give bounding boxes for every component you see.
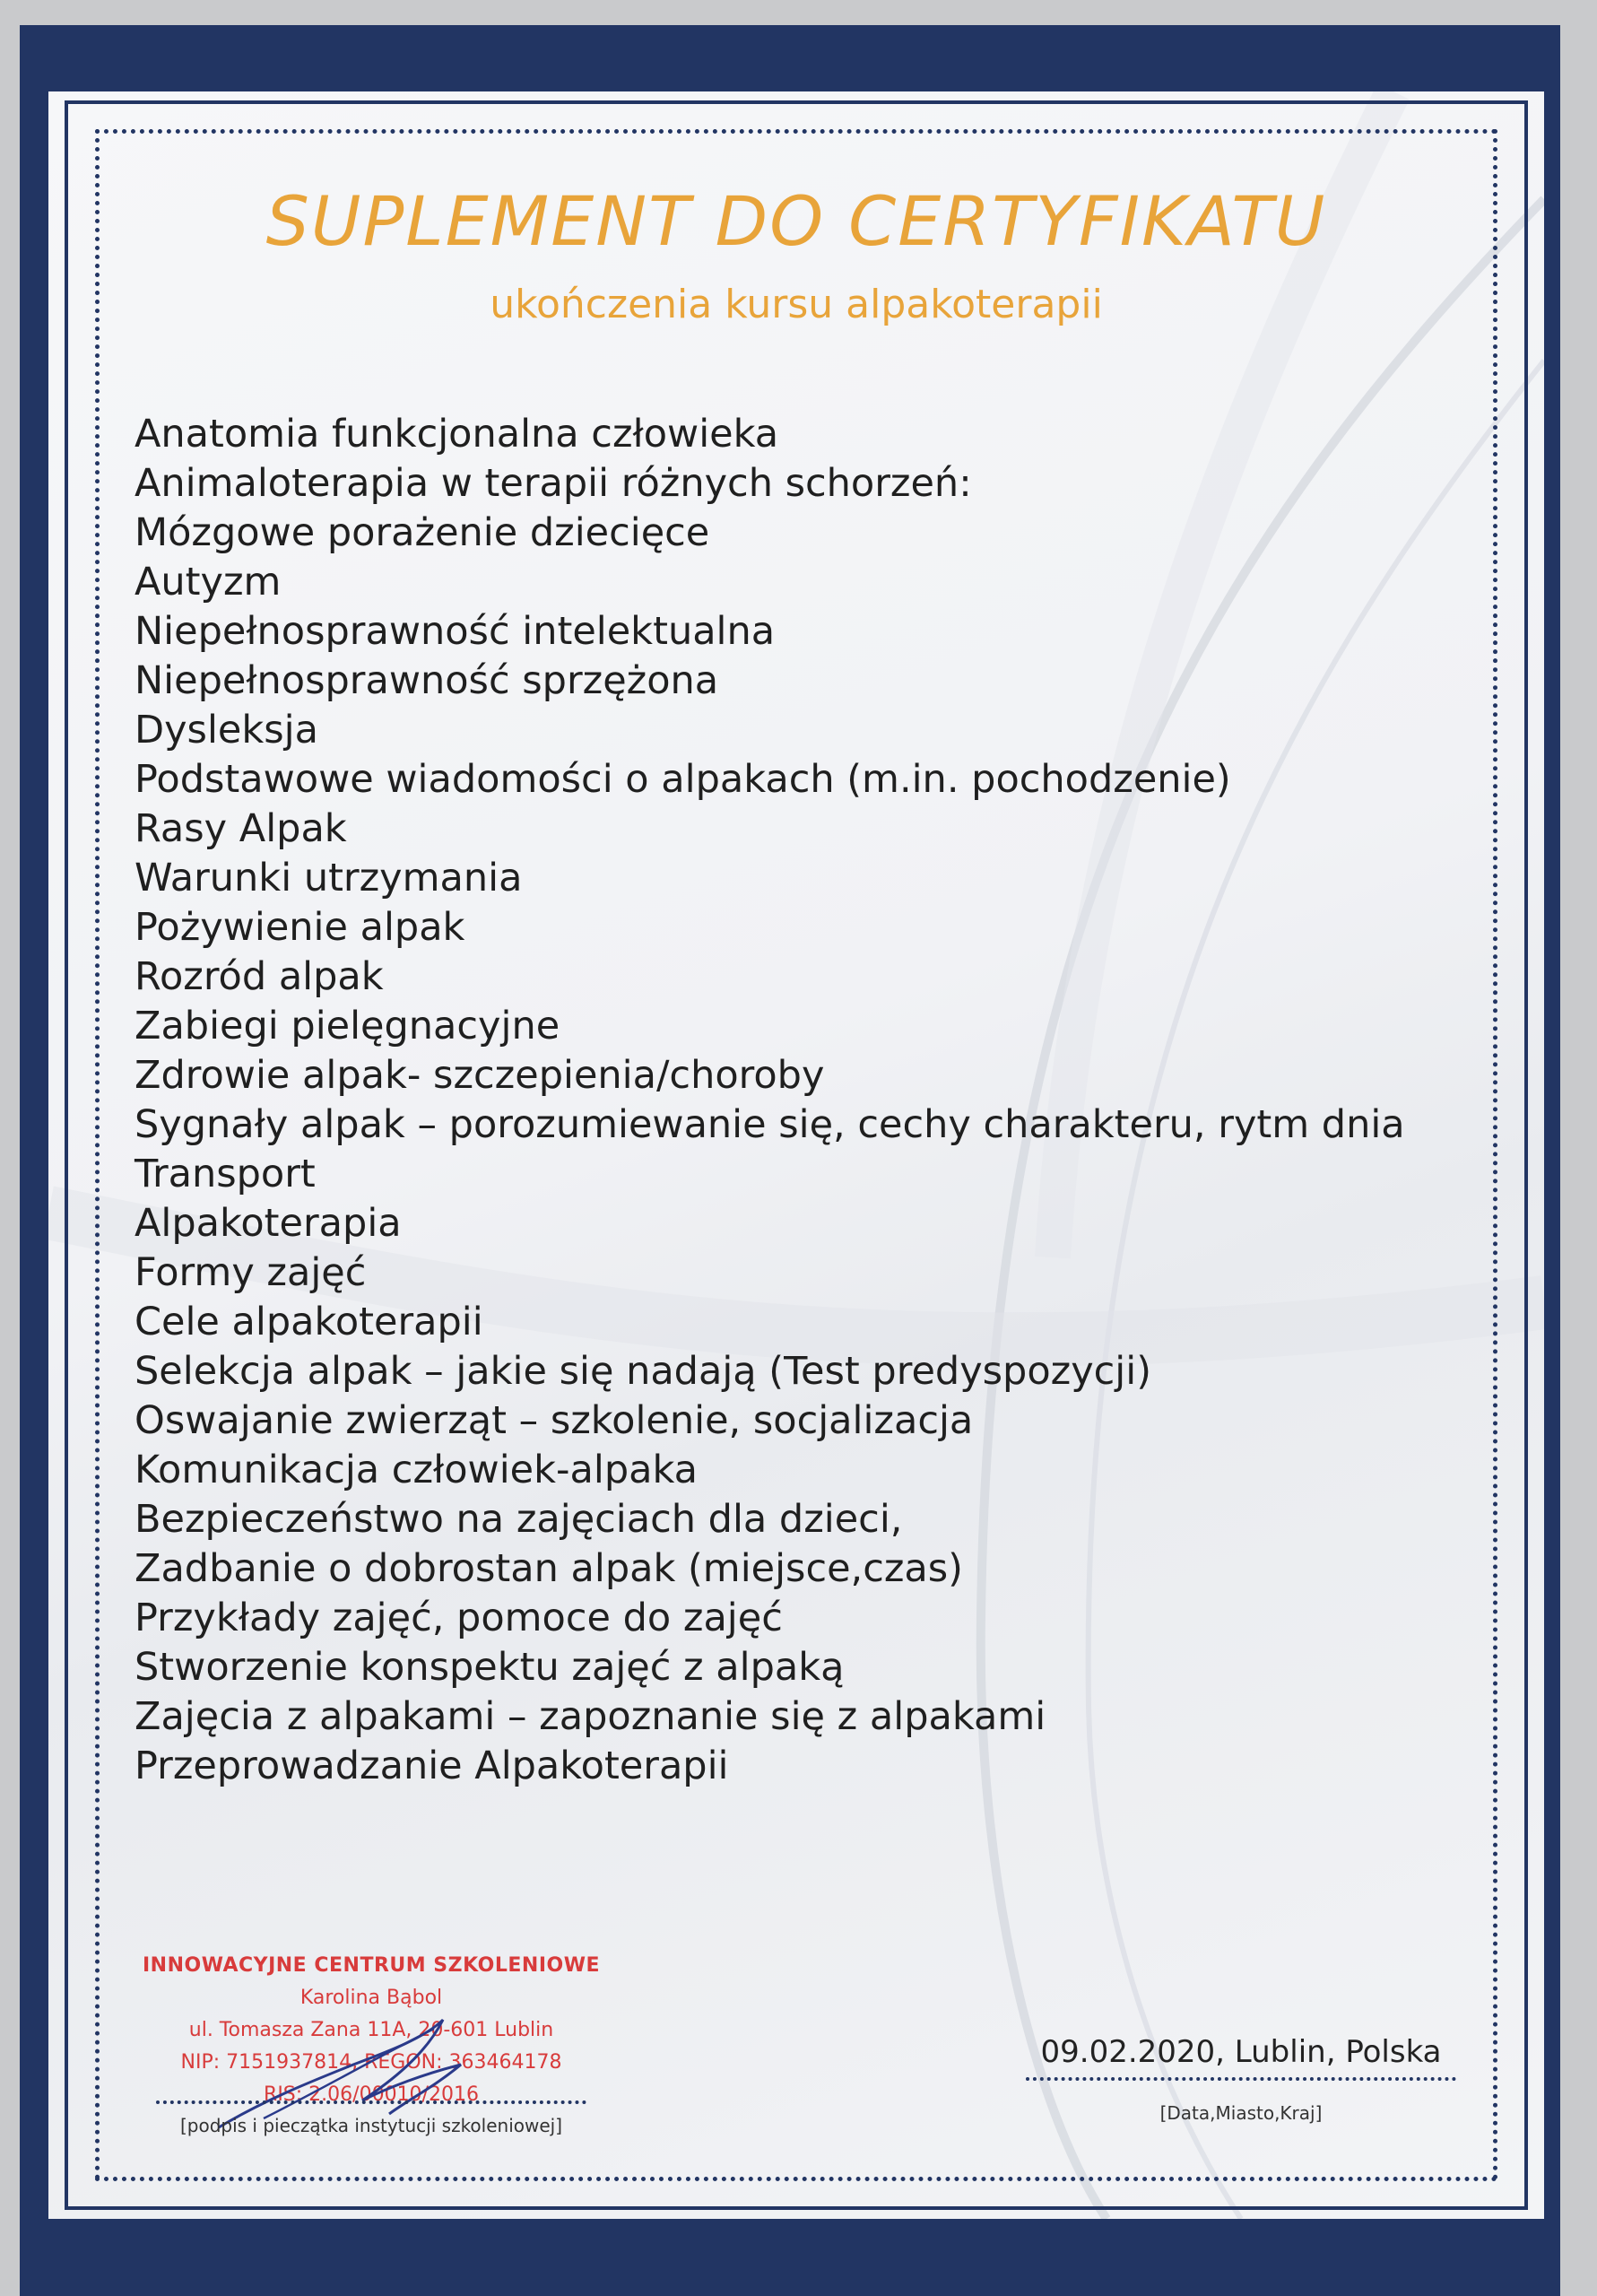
certificate-subtitle: ukończenia kursu alpakoterapii	[490, 282, 1103, 327]
stamp-ids: NIP: 7151937814, REGON: 363464178	[180, 2051, 562, 2074]
stamp-name: Karolina Bąbol	[299, 1987, 443, 2009]
signature-line	[156, 2100, 586, 2104]
date-caption: [Data,Miasto,Kraj]	[1159, 2102, 1323, 2124]
topic-item: Mózgowe porażenie dziecięce	[135, 510, 710, 555]
topic-item: Selekcja alpak – jakie się nadają (Test predyspozycji)	[135, 1349, 1151, 1394]
date-line	[1026, 2077, 1456, 2081]
topic-item: Zdrowie alpak- szczepienia/choroby	[135, 1053, 825, 1098]
stamp-org: INNOWACYJNE CENTRUM SZKOLENIOWE	[142, 1954, 601, 1977]
topic-item: Niepełnosprawność sprzężona	[135, 658, 719, 703]
topic-item: Autyzm	[135, 560, 282, 604]
topic-item: Alpakoterapia	[135, 1201, 402, 1246]
topic-item: Warunki utrzymania	[135, 856, 523, 900]
topic-item: Stworzenie konspektu zajęć z alpaką	[135, 1645, 845, 1690]
stamp-ris: RIS: 2.06/00010/2016	[264, 2083, 479, 2106]
topics-list	[135, 410, 1515, 1791]
topic-item: Komunikacja człowiek-alpaka	[135, 1448, 698, 1492]
topic-item: Bezpieczeństwo na zajęciach dla dzieci,	[135, 1497, 903, 1542]
certificate-title: SUPLEMENT DO CERTYFIKATU	[265, 181, 1327, 261]
signature-caption: [podpis i pieczątka instytucji szkoleniowej]	[179, 2115, 563, 2136]
topic-item: Rozród alpak	[135, 954, 384, 999]
topic-item: Niepełnosprawność intelektualna	[135, 609, 776, 654]
topic-item: Sygnały alpak – porozumiewanie się, cechy charakteru, rytm dnia	[135, 1102, 1405, 1147]
topic-item: Podstawowe wiadomości o alpakach (m.in. pochodzenie)	[135, 757, 1231, 802]
topic-item: Zabiegi pielęgnacyjne	[135, 1004, 560, 1048]
topic-item: Przykłady zajęć, pomoce do zajęć	[135, 1596, 783, 1640]
stamp-address: ul. Tomasza Zana 11A, 20-601 Lublin	[188, 2019, 554, 2041]
topic-item: Oswajanie zwierząt – szkolenie, socjalizacja	[135, 1398, 974, 1443]
topic-item: Animaloterapia w terapii różnych schorzeń:	[135, 461, 972, 506]
topic-item: Rasy Alpak	[135, 806, 347, 851]
topic-item: Formy zajęć	[135, 1250, 367, 1295]
topic-item: Dysleksja	[135, 708, 318, 752]
topic-item: Przeprowadzanie Alpakoterapii	[135, 1744, 729, 1788]
topic-item: Zadbanie o dobrostan alpak (miejsce,czas)	[135, 1546, 963, 1591]
topic-item: Transport	[135, 1152, 316, 1196]
topic-item: Cele alpakoterapii	[135, 1300, 483, 1344]
date-place: 09.02.2020, Lublin, Polska	[1040, 2034, 1442, 2070]
certificate-paper	[48, 91, 1544, 2219]
topic-item: Pożywienie alpak	[135, 905, 465, 950]
topic-item: Anatomia funkcjonalna człowieka	[135, 412, 779, 457]
topic-item: Zajęcia z alpakami – zapoznanie się z alpakami	[135, 1694, 1046, 1739]
